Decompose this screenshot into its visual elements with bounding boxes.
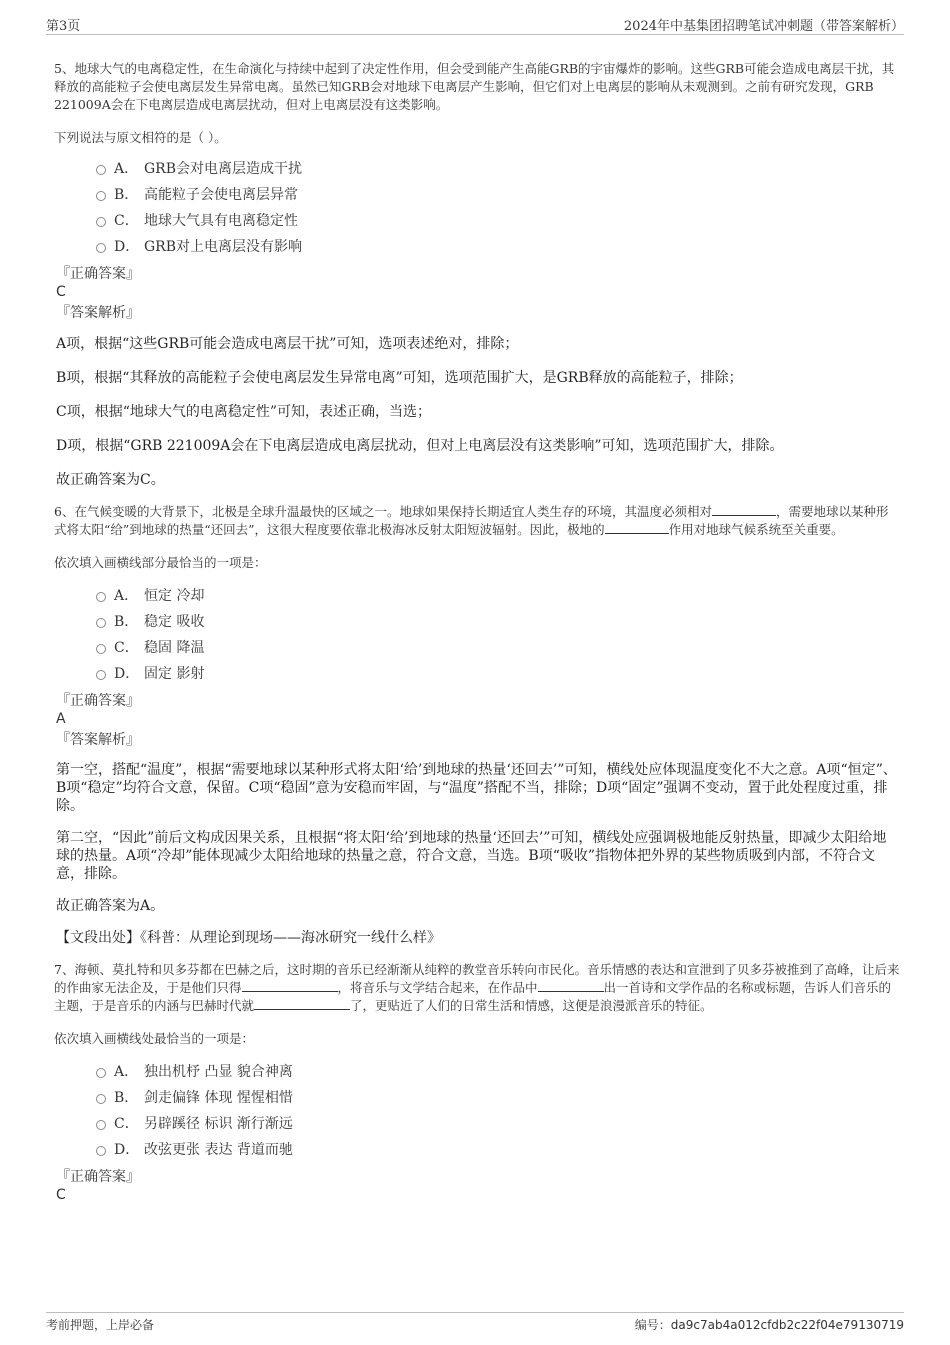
document-body xyxy=(54,60,900,1204)
question-5 xyxy=(54,60,900,489)
radio-button[interactable] xyxy=(96,644,106,654)
answer-label: 『正确答案』 xyxy=(56,1169,140,1185)
radio-button[interactable] xyxy=(96,191,106,201)
question-7-options xyxy=(96,1062,900,1166)
option-d[interactable]: D． 改弦更张 表达 背道而驰 xyxy=(96,1140,900,1166)
blank-line xyxy=(254,997,350,1010)
blank-line xyxy=(538,979,604,992)
blank-line xyxy=(712,503,776,516)
analysis-conclusion: 故正确答案为A。 xyxy=(56,898,165,914)
option-c[interactable]: C． 地球大气具有电离稳定性 xyxy=(96,211,900,237)
analysis-paragraph: A项，根据“这些GRB可能会造成电离层干扰”可知，选项表述绝对，排除； xyxy=(56,336,519,352)
radio-button[interactable] xyxy=(96,618,106,628)
option-a[interactable]: A． GRB会对电离层造成干扰 xyxy=(96,159,900,185)
analysis-label: 『答案解析』 xyxy=(56,305,140,321)
question-7-text: 7、海顿、莫扎特和贝多芬都在巴赫之后，这时期的音乐已经渐渐从纯粹的教堂音乐转向市民化。音乐情感的表达和宣泄到了贝多芬被推到了高峰，让后来的作曲家无法企及，于是他们只得 ，将音乐与文学结合起来，在作品中 出一首诗和文学作品的名称或标题，告诉人们音乐的主题，于是音乐的内涵与巴赫时代就 了，更贴近了人们的日常生活和情感，这便是浪漫派音乐的特征。 xyxy=(54,962,900,1013)
page-footer xyxy=(46,1312,904,1335)
analysis-label: 『答案解析』 xyxy=(56,732,140,748)
question-5-options xyxy=(96,159,900,263)
footer-slogan: 考前押题，上岸必备 xyxy=(46,1318,155,1332)
option-a[interactable]: A． 独出机杼 凸显 貌合神离 xyxy=(96,1062,900,1088)
option-c[interactable]: C． 另辟蹊径 标识 渐行渐远 xyxy=(96,1114,900,1140)
radio-button[interactable] xyxy=(96,165,106,175)
analysis-paragraph: B项，根据“其释放的高能粒子会使电离层发生异常电离”可知，选项范围扩大，是GRB释放的高能粒子，排除； xyxy=(56,370,743,386)
question-5-prompt: 下列说法与原文相符的是（ ）。 xyxy=(54,130,227,145)
answer-value: A xyxy=(56,711,66,727)
radio-button[interactable] xyxy=(96,1146,106,1156)
question-6 xyxy=(54,503,900,947)
question-5-text: 5、地球大气的电离稳定性，在生命演化与持续中起到了决定性作用，但会受到能产生高能GRB的宇宙爆炸的影响。这些GRB可能会造成电离层干扰，其释放的高能粒子会使电离层发生异常电离。虽然已知GRB会对地球下电离层产生影响，但它们对上电离层的影响从未观测到。之前有研究发现，GRB 221009A会在下电离层造成电离层扰动，但对上电离层没有这类影响。 xyxy=(54,61,895,112)
option-b[interactable]: B． 剑走偏锋 体现 惺惺相惜 xyxy=(96,1088,900,1114)
radio-button[interactable] xyxy=(96,217,106,227)
radio-button[interactable] xyxy=(96,592,106,602)
radio-button[interactable] xyxy=(96,670,106,680)
document-title: 2024年中基集团招聘笔试冲刺题（带答案解析） xyxy=(623,19,904,34)
question-7 xyxy=(54,961,900,1204)
blank-line xyxy=(605,521,669,534)
radio-button[interactable] xyxy=(96,1068,106,1078)
document-id xyxy=(635,1316,904,1333)
answer-label: 『正确答案』 xyxy=(56,693,140,709)
analysis-conclusion: 故正确答案为C。 xyxy=(56,472,165,488)
radio-button[interactable] xyxy=(96,1094,106,1104)
option-a[interactable]: A． 恒定 冷却 xyxy=(96,586,900,612)
blank-line xyxy=(242,979,338,992)
radio-button[interactable] xyxy=(96,1120,106,1130)
option-c[interactable]: C． 稳固 降温 xyxy=(96,638,900,664)
analysis-paragraph: D项，根据“GRB 221009A会在下电离层造成电离层扰动，但对上电离层没有这类影响”可知，选项范围扩大，排除。 xyxy=(56,438,784,454)
radio-button[interactable] xyxy=(96,243,106,253)
option-d[interactable]: D． GRB对上电离层没有影响 xyxy=(96,237,900,263)
source-citation: 【文段出处】《科普：从理论到现场——海冰研究一线什么样》 xyxy=(56,930,441,946)
page-header xyxy=(46,14,904,35)
answer-label: 『正确答案』 xyxy=(56,266,140,282)
answer-value: C xyxy=(56,284,66,300)
document-id-label: 编号： xyxy=(634,1318,671,1332)
document-id-code: da9c7ab4a012cfdb2c22f04e79130719 xyxy=(670,1318,904,1332)
option-d[interactable]: D． 固定 影射 xyxy=(96,664,900,690)
option-b[interactable]: B． 高能粒子会使电离层异常 xyxy=(96,185,900,211)
question-6-prompt: 依次填入画横线部分最恰当的一项是： xyxy=(54,555,267,570)
option-b[interactable]: B． 稳定 吸收 xyxy=(96,612,900,638)
analysis-paragraph: 第一空，搭配“温度”，根据“需要地球以某种形式将太阳‘给’到地球的热量‘还回去’”可知，横线处应体现温度变化不大之意。A项“恒定”、B项“稳定”均符合文意，保留。C项“稳固”意为安稳而牢固，与“温度”搭配不当，排除；D项“固定”强调不变动，置于此处程度过重，排除。 xyxy=(56,762,897,814)
question-7-prompt: 依次填入画横线处最恰当的一项是： xyxy=(54,1031,255,1046)
question-6-options xyxy=(96,586,900,690)
answer-value: C xyxy=(56,1187,66,1203)
page-number: 第3页 xyxy=(46,19,81,34)
analysis-paragraph: C项，根据“地球大气的电离稳定性”可知，表述正确，当选； xyxy=(56,404,432,420)
analysis-paragraph: 第二空，“因此”前后文构成因果关系，且根据“将太阳‘给’到地球的热量‘还回去’”可知，横线处应强调极地能反射热量，即减少太阳给地球的热量。A项“冷却”能体现减少太阳给地球的热量之意，符合文意，当选。B项“吸收”指物体把外界的某些物质吸到内部，不符合文意，排除。 xyxy=(56,830,887,882)
question-6-text: 6、在气候变暖的大背景下，北极是全球升温最快的区域之一。地球如果保持长期适宜人类生存的环境，其温度必须相对 ，需要地球以某种形式将太阳“给”到地球的热量“还回去”，这很大程度要依靠北极海冰反射太阳短波辐射。因此，极地的 作用对地球气候系统至关重要。 xyxy=(54,504,889,537)
